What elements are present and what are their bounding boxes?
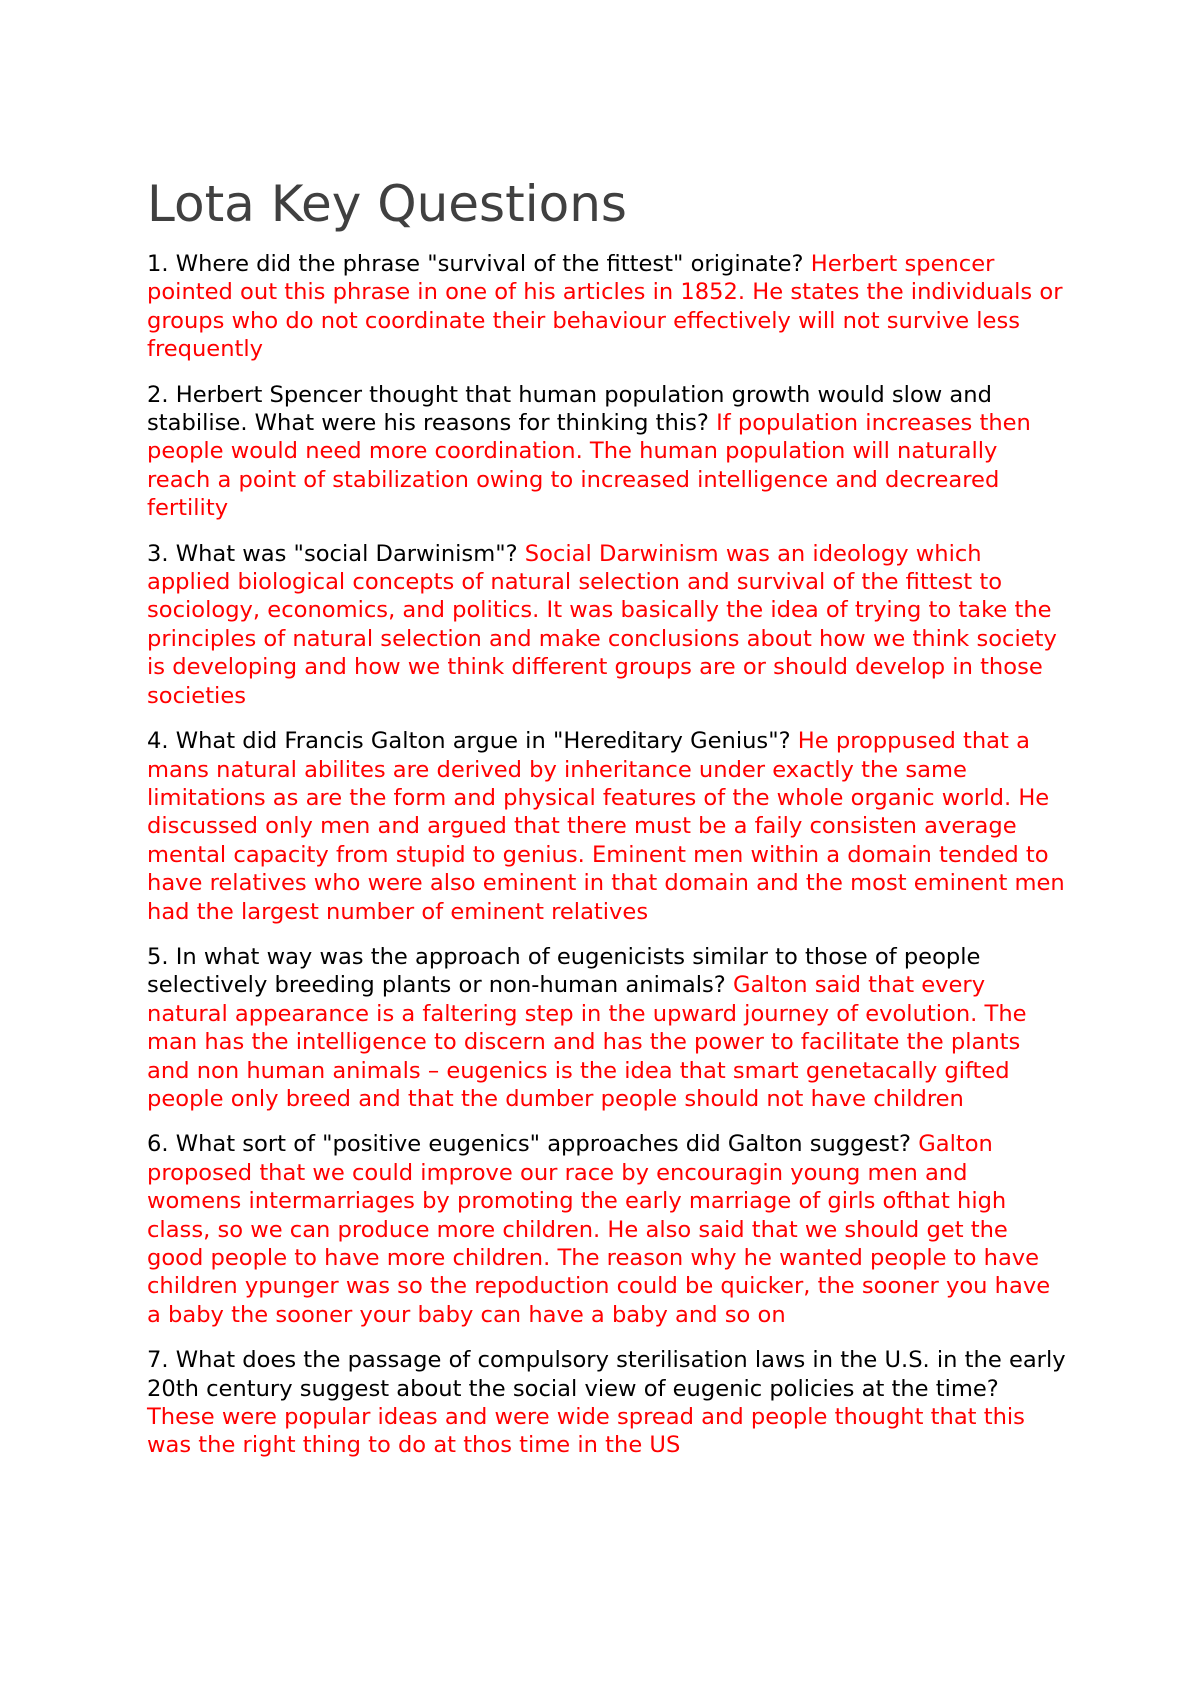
- answer-text: Social Darwinism was an ideology which applied biological concepts of natural selection and survival of the fittest to sociology, economics, and politics. It was basically the idea of trying to take the principles of natural selection and make conclusions about how we think society is developing and how we think different groups are or should develop in those societies: [147, 540, 1057, 709]
- answer-text: He proppused that a mans natural abilites are derived by inheritance under exactly the same limitations as are the form and physical features of the whole organic world. He discussed only men and argued that there must be a faily consisten average mental capacity from stupid to genius. Eminent men within a domain tended to have relatives who were also eminent in that domain and the most eminent men had the largest number of eminent relatives: [147, 728, 1065, 925]
- question-text: 5. In what way was the approach of eugenicists similar to those of people selectively breeding plants or non-human animals?: [147, 943, 981, 999]
- document-page: [147, 0, 1067, 1460]
- document-title: Lota Key Questions: [147, 175, 627, 233]
- qa-item-5: [147, 943, 1067, 1113]
- question-text: 7. What does the passage of compulsory sterilisation laws in the U.S. in the early 20th century suggest about the social view of eugenic policies at the time?: [147, 1347, 1066, 1402]
- question-text: 1. Where did the phrase "survival of the fittest" originate?: [147, 251, 804, 277]
- question-text: 2. Herbert Spencer thought that human population growth would slow and stabilise. What were his reasons for thinking this?: [147, 381, 992, 437]
- question-text: 6. What sort of "positive eugenics" approaches did Galton suggest?: [147, 1131, 912, 1158]
- question-text: 3. What was "social Darwinism"?: [147, 540, 518, 567]
- answer-text: Galton proposed that we could improve our race by encouragin young men and womens intermarriages by promoting the early marriage of girls ofthat high class, so we can produce more children. He also said that we should get the good people to have more children. The reason why he wanted people to have children ypunger was so the repoduction could be quicker, the sooner you have a baby the sooner your baby can have a baby and so on: [147, 1131, 1051, 1328]
- qa-item-7: [147, 1346, 1067, 1460]
- qa-item-4: [147, 727, 1067, 926]
- answer-text: Herbert spencer pointed out this phrase in one of his articles in 1852. He states the individuals or groups who do not coordinate their behaviour effectively will not survive less frequently: [147, 251, 1063, 363]
- qa-item-2: [147, 381, 1067, 523]
- question-text: 4. What did Francis Galton argue in "Hereditary Genius"?: [147, 728, 791, 755]
- qa-item-6: [147, 1130, 1067, 1329]
- qa-item-1: [147, 250, 1067, 364]
- answer-text: If population increases then people would need more coordination. The human population will naturally reach a point of stabilization owing to increased intelligence and decreared fertility: [147, 410, 1031, 522]
- qa-item-3: [147, 540, 1067, 710]
- answer-text: Galton said that every natural appearance is a faltering step in the upward journey of evolution. The man has the intelligence to discern and has the power to facilitate the plants and non human animals – eugenics is the idea that smart genetacally gifted people only breed and that the dumber people should not have children: [147, 972, 1027, 1112]
- answer-text: These were popular ideas and were wide spread and people thought that this was the right thing to do at thos time in the US: [147, 1404, 1025, 1459]
